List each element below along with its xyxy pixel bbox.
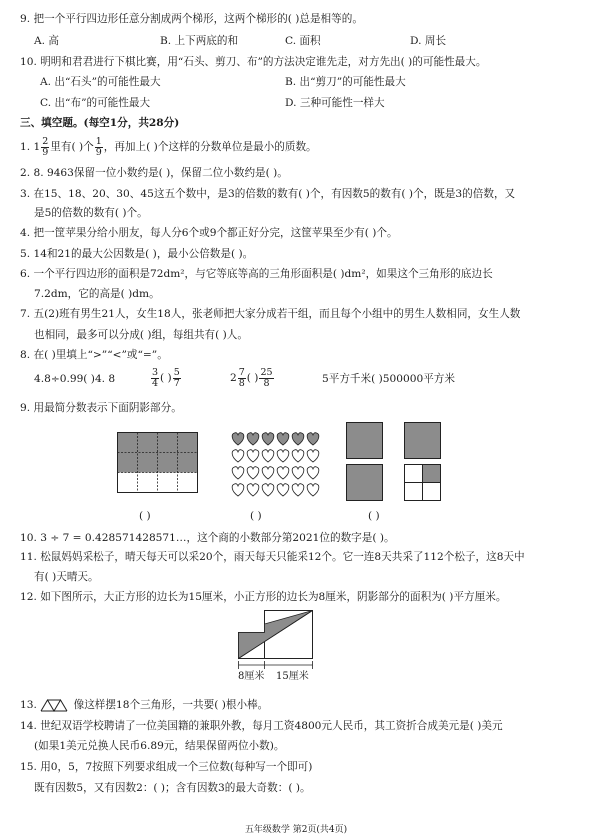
heart-shaded — [307, 433, 319, 445]
f8c-fraction-1 — [238, 368, 246, 389]
f12-label-8cm: 8厘米 — [238, 671, 265, 682]
heart-shaded — [232, 433, 244, 445]
heart-empty — [307, 484, 319, 496]
f1-frac1-numerator: 2 — [42, 135, 49, 147]
fill-question-8: 8. 在( )里填上“>”“<”或“=”。 — [20, 349, 168, 361]
f13-text: 像这样摆18个三角形，一共要( )根小棒。 — [73, 699, 269, 711]
f8b-fraction-2 — [173, 368, 181, 389]
heart-empty — [292, 467, 304, 479]
fill-question-6-line-2: 7.2dm，它的高是( )dm。 — [34, 288, 160, 300]
heart-empty — [247, 467, 259, 479]
heart-shaded — [247, 433, 259, 445]
heart-empty — [232, 450, 244, 462]
f8c-frac2-denominator: 8 — [263, 377, 270, 389]
f8c-fraction-2 — [259, 368, 273, 389]
fill-question-9: 9. 用最简分数表示下面阴影部分。 — [20, 402, 182, 414]
q9-option-a: A. 高 — [34, 35, 59, 47]
heart-empty — [292, 450, 304, 462]
f8-item-b — [150, 366, 182, 390]
q10-option-a: A. 出“石头”的可能性最大 — [40, 76, 161, 88]
fill-question-4: 4. 把一筐苹果分给小朋友，每人分6个或9个都正好分完，这筐苹果至少有( )个。 — [20, 227, 398, 239]
f8b-frac1-denominator: 4 — [152, 377, 159, 389]
f9-figure-grid — [117, 432, 199, 494]
fill-question-12: 12. 如下图所示，大正方形的边长为15厘米，小正方形的边长为8厘米，阴影部分的面积为( )平方厘米。 — [20, 591, 507, 603]
f8-item-c — [230, 366, 275, 390]
heart-empty — [247, 484, 259, 496]
f1-frac2-numerator: 1 — [95, 135, 102, 147]
q10-option-d: D. 三种可能性一样大 — [285, 97, 385, 109]
f1-frac2-denominator: 9 — [95, 146, 102, 158]
f1-frac1-denominator: 9 — [42, 146, 49, 158]
f8c-blank: ( ) — [246, 372, 259, 384]
heart-empty — [262, 467, 274, 479]
fill-question-6-line-1: 6. 一个平行四边形的面积是72dm²，与它等底等高的三角形面积是( )dm²，如果这个三角形的底边长 — [20, 268, 493, 280]
fill-question-1 — [20, 136, 317, 158]
page-footer: 五年级数学 第2页(共4页) — [244, 825, 348, 835]
fill-question-7-line-2: 也相同，最多可以分成( )组，每组共有( )人。 — [34, 329, 248, 341]
heart-shaded — [262, 433, 274, 445]
f9-figure-squares — [346, 422, 442, 502]
f9-blank-1: ( ) — [139, 510, 151, 522]
heart-empty — [277, 467, 289, 479]
fill-question-15-line-2: 既有因数5，又有因数2：( )；含有因数3的最大奇数：( )。 — [34, 782, 311, 794]
f1-rest: ，再加上( )个这样的分数单位是最小的质数。 — [103, 141, 317, 153]
f8b-fraction-1 — [151, 368, 159, 389]
heart-empty — [307, 450, 319, 462]
heart-empty — [232, 467, 244, 479]
fill-question-15-line-1: 15. 用0，5，7按照下列要求组成一个三位数(每种写一个即可) — [20, 761, 313, 773]
fill-question-14-line-2: (如果1美元兑换人民币6.89元，结果保留两位小数)。 — [34, 740, 285, 752]
fill-question-13 — [20, 698, 268, 712]
question-10-stem: 10. 明明和君君进行下棋比赛，用“石头、剪刀、布”的方法决定谁先走，对方先出( )的可能性最大。 — [20, 56, 487, 68]
section-3-heading: 三、填空题。(每空1分，共28分) — [20, 117, 180, 129]
fill-question-11-line-1: 11. 松鼠妈妈采松子，晴天每天可以采20个，雨天每天只能采12个。它一连8天共采了112个松子，这8天中 — [20, 551, 525, 563]
f8-item-a: 4.8÷0.99( )4. 8 — [34, 373, 116, 385]
question-9-stem: 9. 把一个平行四边形任意分割成两个梯形，这两个梯形的( )总是相等的。 — [20, 13, 363, 25]
fill-question-3-line-2: 是5的倍数的数有( )个。 — [34, 207, 148, 219]
f8b-frac2-numerator: 5 — [173, 366, 180, 378]
f1-mid: 里有( )个 — [50, 141, 94, 153]
q9-option-c: C. 面积 — [285, 35, 321, 47]
heart-shaded — [292, 433, 304, 445]
f8c-frac2-numerator: 25 — [260, 366, 273, 378]
q10-option-b: B. 出“剪刀”的可能性最大 — [285, 76, 406, 88]
f9-figure-hearts — [230, 430, 322, 502]
fill-question-14-line-1: 14. 世纪双语学校聘请了一位美国籍的兼职外教，每月工资4800元人民币，其工资折合成美元是( )美元 — [20, 720, 503, 732]
fill-question-3-line-1: 3. 在15、18、20、30、45这五个数中，是3的倍数的数有( )个，有因数5的数有( )个，既是3的倍数，又 — [20, 188, 516, 200]
f8c-whole: 2 — [230, 372, 237, 384]
heart-shaded — [277, 433, 289, 445]
heart-empty — [232, 484, 244, 496]
heart-empty — [262, 484, 274, 496]
f12-label-15cm: 15厘米 — [276, 671, 309, 682]
f9-blank-3: ( ) — [368, 510, 380, 522]
f8b-frac2-denominator: 7 — [173, 377, 180, 389]
f13-number: 13. — [20, 699, 37, 711]
q9-option-d: D. 周长 — [410, 35, 447, 47]
q10-option-c: C. 出“布”的可能性最大 — [40, 97, 151, 109]
f8b-blank: ( ) — [160, 372, 172, 384]
f1-prefix: 1. 1 — [20, 141, 41, 153]
f8b-frac1-numerator: 3 — [152, 366, 159, 378]
f8c-frac1-numerator: 7 — [238, 366, 245, 378]
fill-question-10: 10. 3 ÷ 7 = 0.428571428571…，这个商的小数部分第2021位的数字是( )。 — [20, 532, 395, 544]
f13-triangles-icon — [40, 699, 70, 712]
f1-fraction-1 — [41, 137, 49, 158]
heart-empty — [292, 484, 304, 496]
q9-option-b: B. 上下两底的和 — [160, 35, 239, 47]
fill-question-2: 2. 8. 9463保留一位小数约是( )，保留二位小数约是( )。 — [20, 167, 288, 179]
f8-item-d: 5平方千米( )500000平方米 — [322, 373, 455, 385]
f12-figure-squares — [238, 610, 318, 660]
heart-empty — [262, 450, 274, 462]
heart-empty — [247, 450, 259, 462]
fill-question-11-line-2: 有( )天晴天。 — [34, 571, 99, 583]
heart-empty — [307, 467, 319, 479]
f1-fraction-2 — [95, 137, 103, 158]
fill-question-7-line-1: 7. 五(2)班有男生21人，女生18人，张老师把大家分成若干组，而且每个小组中的男生人数相同，女生人数 — [20, 308, 521, 320]
fill-question-5: 5. 14和21的最大公因数是( )，最小公倍数是( )。 — [20, 248, 254, 260]
f9-blank-2: ( ) — [250, 510, 262, 522]
heart-empty — [277, 450, 289, 462]
f8c-frac1-denominator: 8 — [238, 377, 245, 389]
heart-empty — [277, 484, 289, 496]
